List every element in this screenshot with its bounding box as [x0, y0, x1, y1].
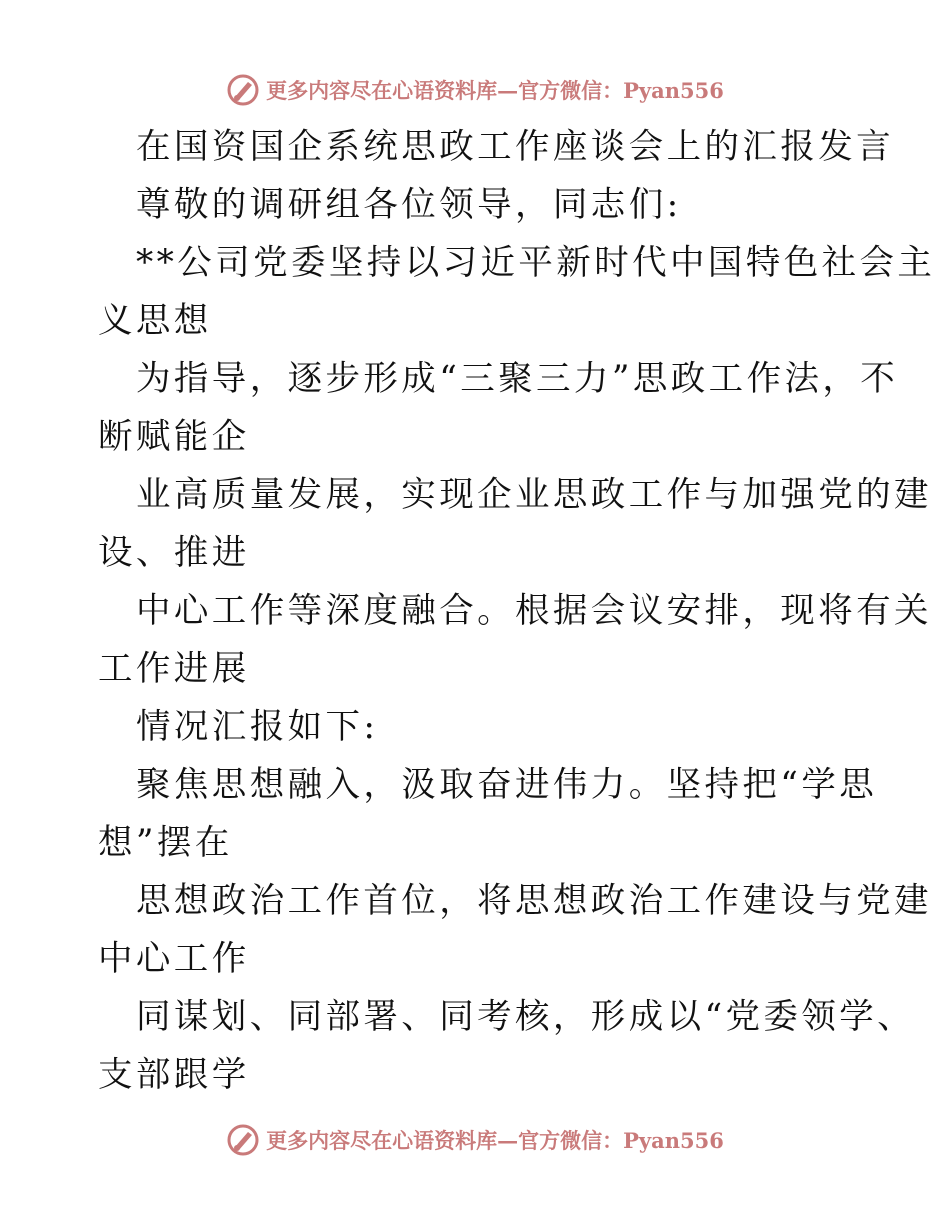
paragraph-line: 工作进展 — [98, 649, 250, 689]
footer-watermark — [0, 1120, 950, 1160]
paragraph-line: 义思想 — [98, 301, 212, 341]
header-watermark-text: 更多内容尽在心语资料库—官方微信：Pyan556 — [266, 78, 724, 103]
paragraph-line: 业高质量发展，实现企业思政工作与加强党的建 — [136, 475, 932, 515]
pen-seal-icon — [226, 1123, 260, 1157]
paragraph-line: 支部跟学 — [98, 1055, 250, 1095]
paragraph-line: 情况汇报如下: — [136, 707, 379, 747]
paragraph-line: **公司党委坚持以习近平新时代中国特色社会主 — [136, 243, 936, 283]
salutation: 尊敬的调研组各位领导，同志们: — [136, 185, 682, 225]
paragraph-line: 为指导，逐步形成“三聚三力”思政工作法，不 — [136, 359, 899, 399]
header-watermark — [0, 70, 950, 110]
paragraph-line: 想”摆在 — [98, 823, 233, 863]
paragraph-line: 设、推进 — [98, 533, 250, 573]
paragraph-line: 聚焦思想融入，汲取奋进伟力。坚持把“学思 — [136, 765, 878, 805]
paragraph-line: 中心工作 — [98, 939, 250, 979]
document-title: 在国资国企系统思政工作座谈会上的汇报发言 — [136, 127, 894, 167]
paragraph-line: 同谋划、同部署、同考核，形成以“党委领学、 — [136, 997, 916, 1037]
pen-seal-icon — [226, 73, 260, 107]
paragraph-line: 断赋能企 — [98, 417, 250, 457]
document-body — [98, 118, 936, 1104]
paragraph-line: 思想政治工作首位，将思想政治工作建设与党建 — [136, 881, 932, 921]
footer-watermark-text: 更多内容尽在心语资料库—官方微信：Pyan556 — [266, 1128, 724, 1153]
paragraph-line: 中心工作等深度融合。根据会议安排，现将有关 — [136, 591, 932, 631]
